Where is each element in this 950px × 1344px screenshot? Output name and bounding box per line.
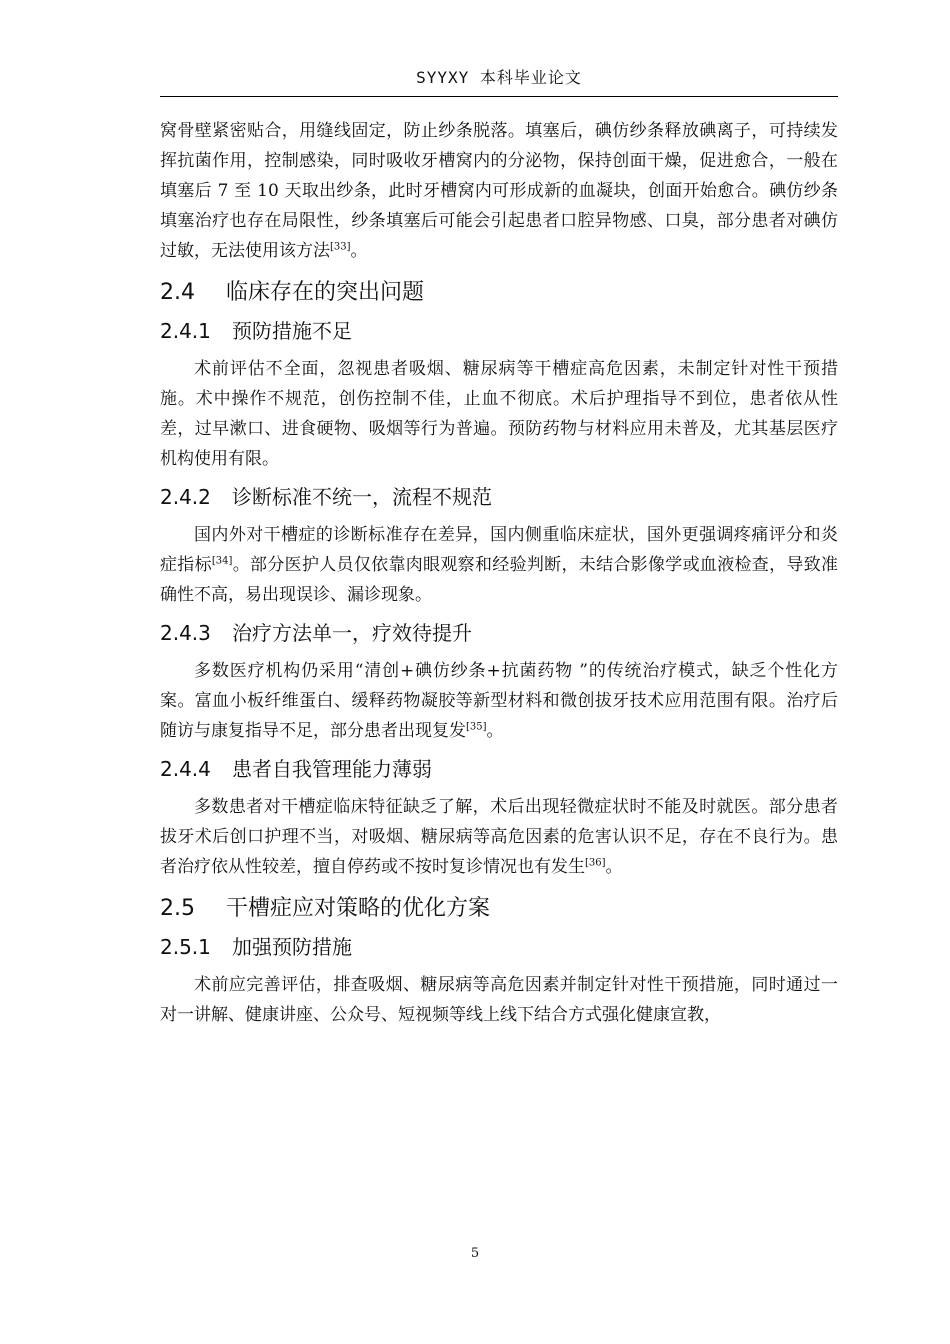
subsection-number: 2.5.1: [160, 935, 211, 959]
subsection-number: 2.4.3: [160, 621, 211, 645]
subsection-heading-2-4-2: [160, 482, 838, 512]
paragraph: [160, 792, 838, 882]
page-body: [160, 116, 838, 1030]
citation: [35]: [466, 721, 487, 733]
paragraph-text: 。部分医护人员仅依靠肉眼观察和经验判断，未结合影像学或血液检查，导致准确性不高，易出现误诊、漏诊现象。: [160, 555, 838, 605]
section-number: 2.4: [160, 280, 195, 305]
section-heading-2-5: [160, 894, 838, 924]
paragraph: [160, 656, 838, 746]
paragraph-text: 窝骨壁紧密贴合，用缝线固定，防止纱条脱落。填塞后，碘仿纱条释放碘离子，可持续发挥抗菌作用，控制感染，同时吸收牙槽窝内的分泌物，保持创面干燥，促进愈合，一般在填塞后 7 至 10 天取出纱条，此时牙槽窝内可形成新的血凝块，创面开始愈合。碘仿纱条填塞治疗也存在局限性，纱条填塞后可能会引起患者口腔异物感、口臭，部分患者对碘仿过敏，无法使用该方法: [160, 121, 838, 261]
paragraph-text: 多数患者对干槽症临床特征缺乏了解，术后出现轻微症状时不能及时就医。部分患者拔牙术后创口护理不当，对吸烟、糖尿病等高危因素的危害认识不足，存在不良行为。患者治疗依从性较差，擅自停药或不按时复诊情况也有发生: [160, 797, 838, 877]
subsection-title: 患者自我管理能力薄弱: [232, 757, 432, 781]
paragraph-tail: 。: [486, 721, 504, 741]
paragraph: [160, 116, 838, 266]
subsection-heading-2-4-3: [160, 618, 838, 648]
section-title: 干槽症应对策略的优化方案: [226, 896, 491, 921]
paragraph: [160, 970, 838, 1030]
citation: [33]: [330, 241, 351, 253]
section-heading-2-4: [160, 278, 838, 308]
subsection-title: 诊断标准不统一，流程不规范: [232, 485, 492, 509]
subsection-number: 2.4.1: [160, 319, 211, 343]
section-number: 2.5: [160, 896, 195, 921]
paragraph-text: 术前应完善评估，排查吸烟、糖尿病等高危因素并制定针对性干预措施，同时通过一对一讲解、健康讲座、公众号、短视频等线上线下结合方式强化健康宣教，: [160, 975, 838, 1025]
running-header: SYYXY 本科毕业论文: [160, 64, 838, 97]
paragraph-tail: 。: [605, 857, 623, 877]
subsection-title: 加强预防措施: [232, 935, 352, 959]
subsection-heading-2-4-1: [160, 316, 838, 346]
subsection-title: 预防措施不足: [232, 319, 352, 343]
subsection-heading-2-5-1: [160, 932, 838, 962]
paragraph-text: 术前评估不全面，忽视患者吸烟、糖尿病等干槽症高危因素，未制定针对性干预措施。术中操作不规范，创伤控制不佳，止血不彻底。术后护理指导不到位，患者依从性差，过早漱口、进食硬物、吸烟等行为普遍。预防药物与材料应用未普及，尤其基层医疗机构使用有限。: [160, 359, 838, 469]
section-title: 临床存在的突出问题: [226, 280, 425, 305]
paragraph: [160, 520, 838, 610]
paragraph-text: 国内外对干槽症的诊断标准存在差异，国内侧重临床症状，国外更强调疼痛评分和炎症指标: [160, 525, 838, 575]
citation: [34]: [211, 555, 233, 567]
subsection-number: 2.4.4: [160, 757, 211, 781]
subsection-number: 2.4.2: [160, 485, 211, 509]
page-number: 5: [470, 1246, 480, 1261]
paragraph: [160, 354, 838, 474]
subsection-heading-2-4-4: [160, 754, 838, 784]
paragraph-text: 多数医疗机构仍采用“清创+碘仿纱条+抗菌药物 ”的传统治疗模式，缺乏个性化方案。富血小板纤维蛋白、缓释药物凝胶等新型材料和微创拔牙技术应用范围有限。治疗后随访与康复指导不足，部分患者出现复发: [160, 661, 838, 741]
paragraph-tail: 。: [350, 241, 368, 261]
citation: [36]: [585, 857, 606, 869]
subsection-title: 治疗方法单一，疗效待提升: [232, 621, 472, 645]
